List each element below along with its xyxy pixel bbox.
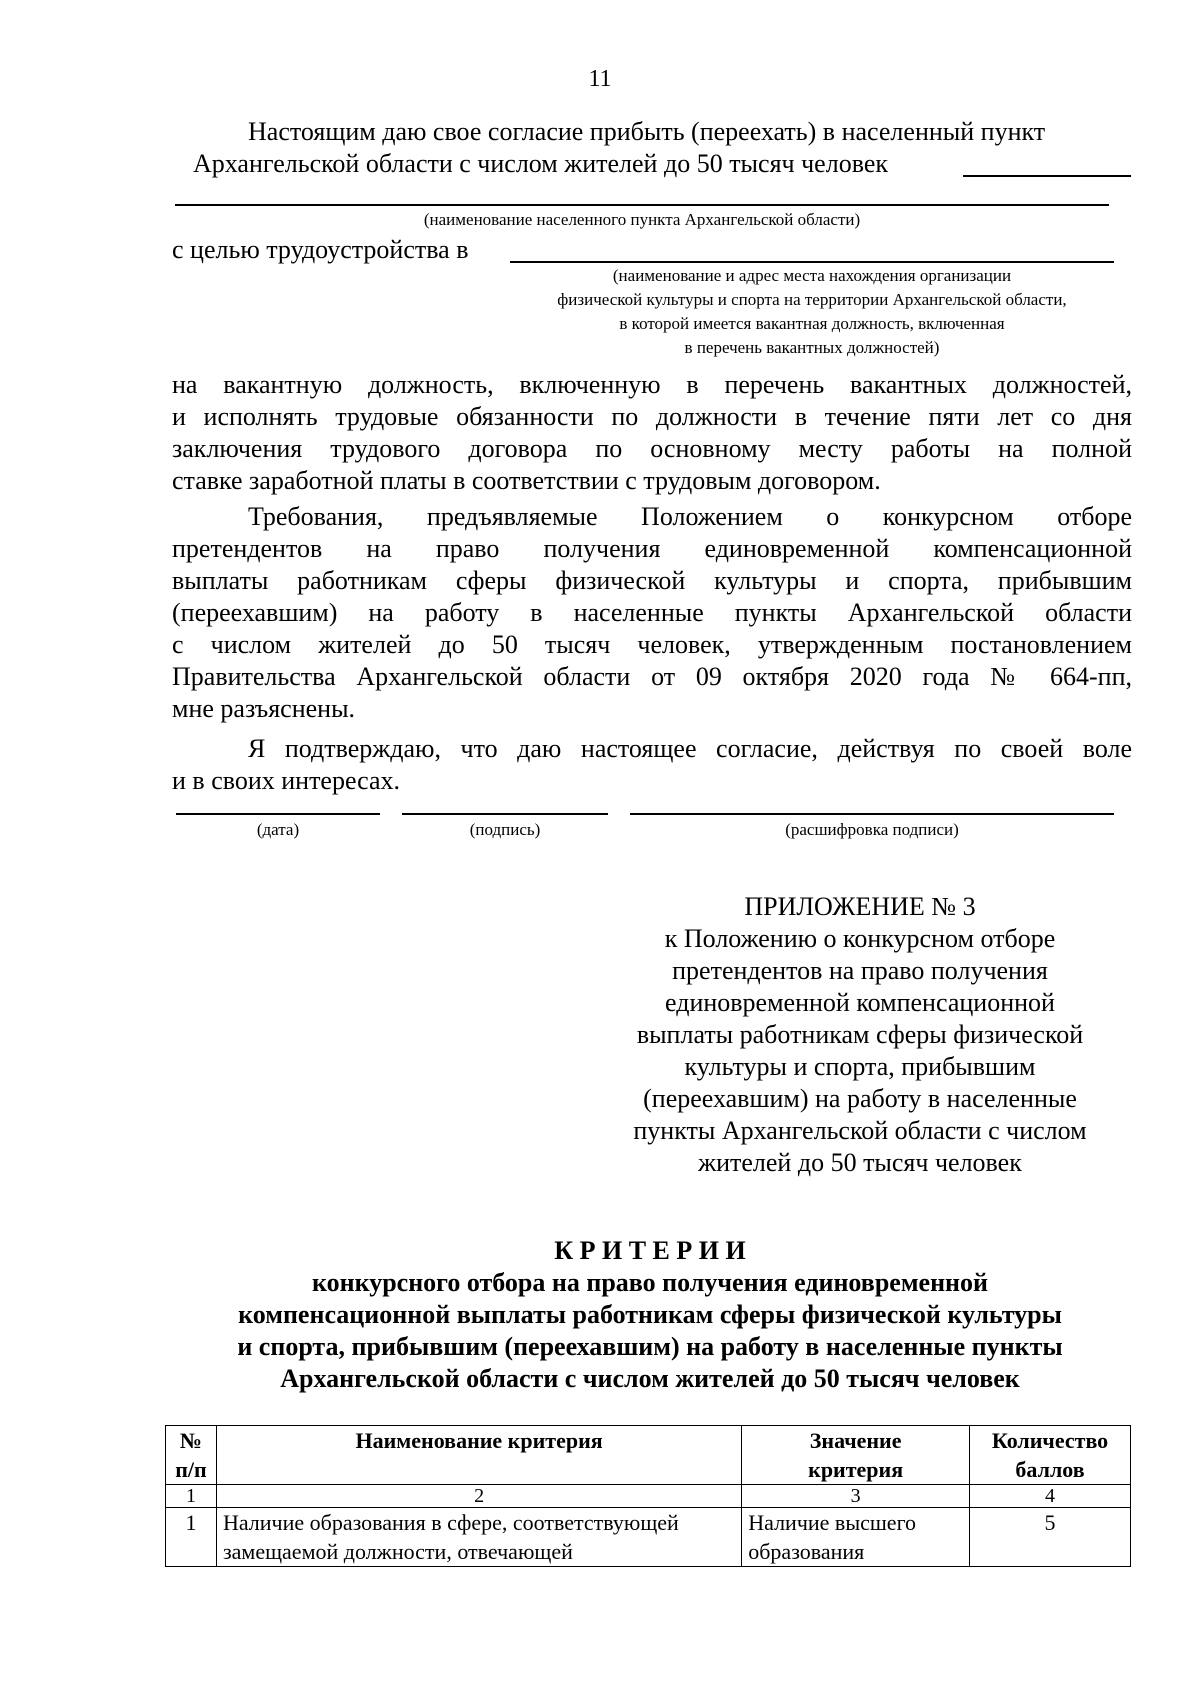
header-points <box>970 1426 1131 1485</box>
organization-blank-line <box>510 261 1114 263</box>
criterion-name-line: Наличие образования в сфере, соответствующей <box>222 1510 679 1535</box>
criterion-value-line: образования <box>748 1539 865 1564</box>
requirements-line: с числом жителей до 50 тысяч человек, утвержденным постановлением <box>172 630 1132 659</box>
header-number-line-1: № <box>179 1428 203 1453</box>
header-points-line-2: баллов <box>1015 1457 1085 1482</box>
hint-org-line-2: физической культуры и спорта на территории Архангельской области, <box>557 290 1067 309</box>
confirmation-line: и в своих интересах. <box>172 766 401 795</box>
settlement-blank-tail <box>963 175 1131 177</box>
consent-line-1: Настоящим даю свое согласие прибыть (переехать) в населенный пункт <box>248 117 1046 146</box>
row-criterion-name <box>216 1508 741 1567</box>
hint-org-line-1: (наименование и адрес места нахождения организации <box>612 266 1012 285</box>
signature-caption: (подпись) <box>469 820 541 839</box>
table-header-row <box>166 1426 1131 1485</box>
header-value-line-1: Значение <box>809 1428 902 1453</box>
header-number-line-2: п/п <box>175 1457 207 1482</box>
criterion-value-line: Наличие высшего <box>748 1510 917 1535</box>
column-number: 4 <box>970 1485 1131 1508</box>
row-points: 5 <box>970 1508 1131 1567</box>
appendix-title: ПРИЛОЖЕНИЕ № 3 <box>744 892 976 921</box>
column-number: 3 <box>742 1485 970 1508</box>
header-points-line-1: Количество <box>991 1428 1109 1453</box>
appendix-line: к Положению о конкурсном отборе <box>664 924 1056 953</box>
criteria-heading-block <box>150 1235 1150 1395</box>
criteria-subheading-line: конкурсного отбора на право получения единовременной <box>311 1268 989 1297</box>
page-number: 11 <box>588 66 612 92</box>
paragraph-confirmation <box>172 733 1132 797</box>
settlement-blank-line <box>175 204 1109 206</box>
appendix-line: жителей до 50 тысяч человек <box>698 1148 1022 1177</box>
criteria-subheading-line: компенсационной выплаты работникам сферы физической культуры <box>238 1300 1062 1329</box>
column-number: 1 <box>166 1485 217 1508</box>
consent-line-2: Архангельской области с числом жителей до 50 тысяч человек <box>193 149 888 178</box>
appendix-line: культуры и спорта, прибывшим <box>684 1052 1036 1081</box>
paragraph-obligations <box>172 369 1132 497</box>
column-number: 2 <box>216 1485 741 1508</box>
criteria-subheading-line: и спорта, прибывшим (переехавшим) на работу в населенные пункты <box>237 1332 1063 1361</box>
appendix-line: пункты Архангельской области с числом <box>633 1116 1087 1145</box>
obligations-line: на вакантную должность, включенную в перечень вакантных должностей, <box>172 370 1132 399</box>
requirements-line: выплаты работникам сферы физической культуры и спорта, прибывшим <box>172 566 1132 595</box>
row-number: 1 <box>166 1508 217 1567</box>
signature-line <box>402 813 608 815</box>
hint-organization <box>490 264 1134 360</box>
requirements-line: мне разъяснены. <box>172 694 356 723</box>
requirements-line: (переехавшим) на работу в населенные пункты Архангельской области <box>172 598 1132 627</box>
criteria-heading: К Р И Т Е Р И И <box>554 1236 746 1265</box>
header-criterion-name: Наименование критерия <box>216 1426 741 1485</box>
hint-org-line-4: в перечень вакантных должностей) <box>684 338 940 357</box>
appendix-line: выплаты работникам сферы физической <box>636 1020 1084 1049</box>
appendix-line: (переехавшим) на работу в населенные <box>643 1084 1077 1113</box>
obligations-line: и исполнять трудовые обязанности по должности в течение пяти лет со дня <box>172 402 1132 431</box>
header-value-line-2: критерия <box>808 1457 904 1482</box>
appendix-line: претендентов на право получения <box>672 956 1048 985</box>
appendix-line: единовременной компенсационной <box>665 988 1055 1017</box>
requirements-line: Требования, предъявляемые Положением о конкурсном отборе <box>248 502 1132 531</box>
header-number <box>166 1426 217 1485</box>
row-criterion-value <box>742 1508 970 1567</box>
decode-line <box>630 813 1114 815</box>
decode-caption: (расшифровка подписи) <box>785 820 959 839</box>
hint-settlement: (наименование населенного пункта Архангельской области) <box>423 210 861 229</box>
criteria-subheading-line: Архангельской области с числом жителей до 50 тысяч человек <box>280 1364 1020 1393</box>
header-criterion-value <box>742 1426 970 1485</box>
paragraph-requirements <box>172 501 1132 725</box>
table-row <box>166 1508 1131 1567</box>
table-column-numbers-row <box>166 1485 1131 1508</box>
obligations-line: заключения трудового договора по основному месту работы на полной <box>172 434 1132 463</box>
date-line <box>176 813 380 815</box>
requirements-line: претендентов на право получения единовременной компенсационной <box>172 534 1132 563</box>
appendix-block <box>600 891 1120 1179</box>
purpose-label: с целью трудоустройства в <box>172 235 469 264</box>
confirmation-line: Я подтверждаю, что даю настоящее согласие, действуя по своей воле <box>248 734 1132 763</box>
hint-org-line-3: в которой имеется вакантная должность, включенная <box>619 314 1005 333</box>
obligations-line: ставке заработной платы в соответствии с трудовым договором. <box>172 466 881 495</box>
date-caption: (дата) <box>256 820 300 839</box>
criteria-table <box>165 1425 1131 1567</box>
criterion-name-line: замещаемой должности, отвечающей <box>222 1539 573 1564</box>
requirements-line: Правительства Архангельской области от 09 октября 2020 года № 664-пп, <box>172 662 1132 691</box>
